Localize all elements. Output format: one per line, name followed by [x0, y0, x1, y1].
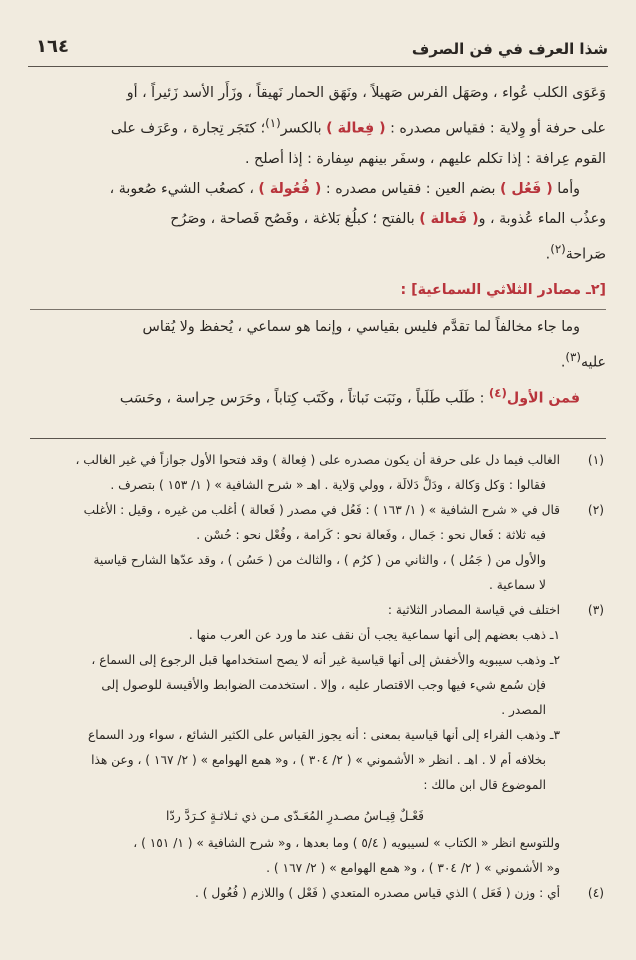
pattern-highlight: ( فَعالة ): [419, 210, 479, 227]
poetry-verse: فَعْـلٌ قِيـاسُ مصـدرِ المُعَـدّى مـن ذي ثـلاثـةٍ كـرَدَّ ردّا: [166, 809, 424, 823]
footnote-ref[interactable]: (١): [265, 116, 281, 130]
footnote-3: (٣) اختلف في قياسة المصادر الثلاثية : ١ـ ذهب بعضهم إلى أنها سماعية يجب أن نقف عند ما ورد عن العرب منها . ٢ـ وذهب سيبويه والأخفش إلى أنها قياسية غير أنه لا يصح استخدامها قبل الرجوع إلى السماع ، فإن سُمع شيء فيها وجب الاقتصار عليه ، وإلا . استخدمت الضوابط والأقيسة للوصول إلى المصدر . ٣ـ وذهب الفراء إلى أنها قياسية بمعنى : أنه يجوز القياس على الكثير الشائع ، سواء ورد السماع بخلافه أم لا . اهـ . انظر « الأشموني » ( ٢/ ٣٠٤ ) ، و« همع الهوامع » ( ٢/ ١٦٧ ) ، وعن هذا الموضوع قال ابن مالك : فَعْـلٌ قِيـاسُ مصـدرِ المُعَـدّى مـن ذي ثـلاثـةٍ كـرَدَّ ردّا وللتوسع انظر « الكتاب » لسيبويه ( ٥/٤ ) وما بعدها ، و« شرح الشافية » ( ١/ ١٥١ ) ، و« الأشموني » ( ٢/ ٣٠٤ ) ، و« همع الهوامع » ( ٢/ ١٦٧ ) .: [30, 598, 606, 881]
footnote-ref[interactable]: (٤): [488, 386, 507, 401]
footnote-number: (١): [587, 453, 604, 467]
text-line: على حرفة أو وِلاية : فقياس مصدره : ( فِعالة ) بالكسر$^{(١)}$؛ كتَجَر تِجارة ، وعَرَف على: [110, 116, 606, 137]
page-header: [28, 34, 608, 64]
running-title: شذا العرف في فن الصرف: [411, 40, 608, 58]
text-line: القوم عِرافة : إذا تكلم عليهم ، وسفَر بينهم سِفارة : إذا أصلح .: [245, 150, 606, 167]
text-line: وما جاء مخالفاً لما تقدَّم فليس بقياسي ، وإنما هو سماعي ، يُحفظ ولا يُقاس: [142, 319, 580, 336]
footnote-number: (٣): [587, 603, 604, 617]
footnote-1: (١) الغالب فيما دل على حرفة أن يكون مصدره على ( فِعالة ) وقد فتحوا الأول جوازاً في غير الغالب ، فقالوا : وَكل وَكالة ، ودَلَّ دَلالَة ، وولي وَلاية . اهـ « شرح الشافية » ( ١/ ١٥٣ ) بتصرف .: [30, 448, 606, 498]
pattern-highlight: ( فَعُل ): [499, 180, 553, 197]
text-line: وأما ( فَعُل ) بضم العين : فقياس مصدره : ( فُعُولة ) ، كصعُب الشيء صُعوبة ،: [109, 180, 580, 197]
section-rule: [30, 309, 606, 310]
text-line: عليه$^{(٣)}$.: [560, 350, 606, 372]
subsection-label: فمن الأول: [506, 390, 580, 407]
pattern-highlight: ( فِعالة ): [326, 120, 386, 137]
text-line: وَعَوَى الكلب عُواء ، وصَهَل الفرس صَهيلاً ، ونَهَق الحمار نَهيقاً ، وزَأَر الأسد زَئيراً ، أو: [126, 85, 606, 101]
footnote-separator: [30, 438, 606, 439]
footnote-4: (٤) أي : وزن ( فَعَل ) الذي قياس مصدره المتعدي ( فَعْل ) واللازم ( فُعُول ) .: [30, 881, 606, 906]
header-rule: [28, 66, 608, 67]
footnotes: [30, 448, 606, 906]
footnote-ref[interactable]: (٣): [565, 350, 581, 365]
footnote-ref[interactable]: (٢): [550, 241, 566, 256]
text-line: فمن الأول$^{(٤)}$ : طَلَب طَلَباً ، ونَبَت نَباتاً ، وكَتَب كِتاباً ، وحَرَس حِراسة ، وحَسَب: [119, 386, 580, 407]
footnote-number: (٤): [587, 886, 604, 900]
pattern-highlight: ( فُعُولة ): [258, 180, 322, 197]
footnote-number: (٢): [587, 503, 604, 517]
footnote-2: (٢) قال في « شرح الشافية » ( ١/ ١٦٣ ) : فَعُل في مصدر ( فَعالة ) أغلب من غيره ، وقيل : الأغلب فيه ثلاثة : فَعال نحو : جَمال ، وفَعالة نحو : كَرامة ، وفُعْل نحو : حُسْن . والأول من ( جَمُل ) ، والثاني من ( كرُم ) ، والثالث من ( حَسُن ) ، وقد عدّها الشارح قياسية لا سماعية .: [30, 498, 606, 598]
text-line: صَراحة$^{(٢)}$.: [545, 241, 606, 263]
main-text: [30, 78, 606, 414]
text-line: وعذُب الماء عُذوبة ، و( فَعالة ) بالفتح ؛ كبلُغ بَلاغة ، وفَصُح فَصاحة ، وصَرُح: [170, 210, 606, 227]
page-number: ١٦٤: [36, 36, 69, 57]
section-heading: [٢ـ مصادر الثلاثي السماعية] :: [400, 282, 606, 299]
